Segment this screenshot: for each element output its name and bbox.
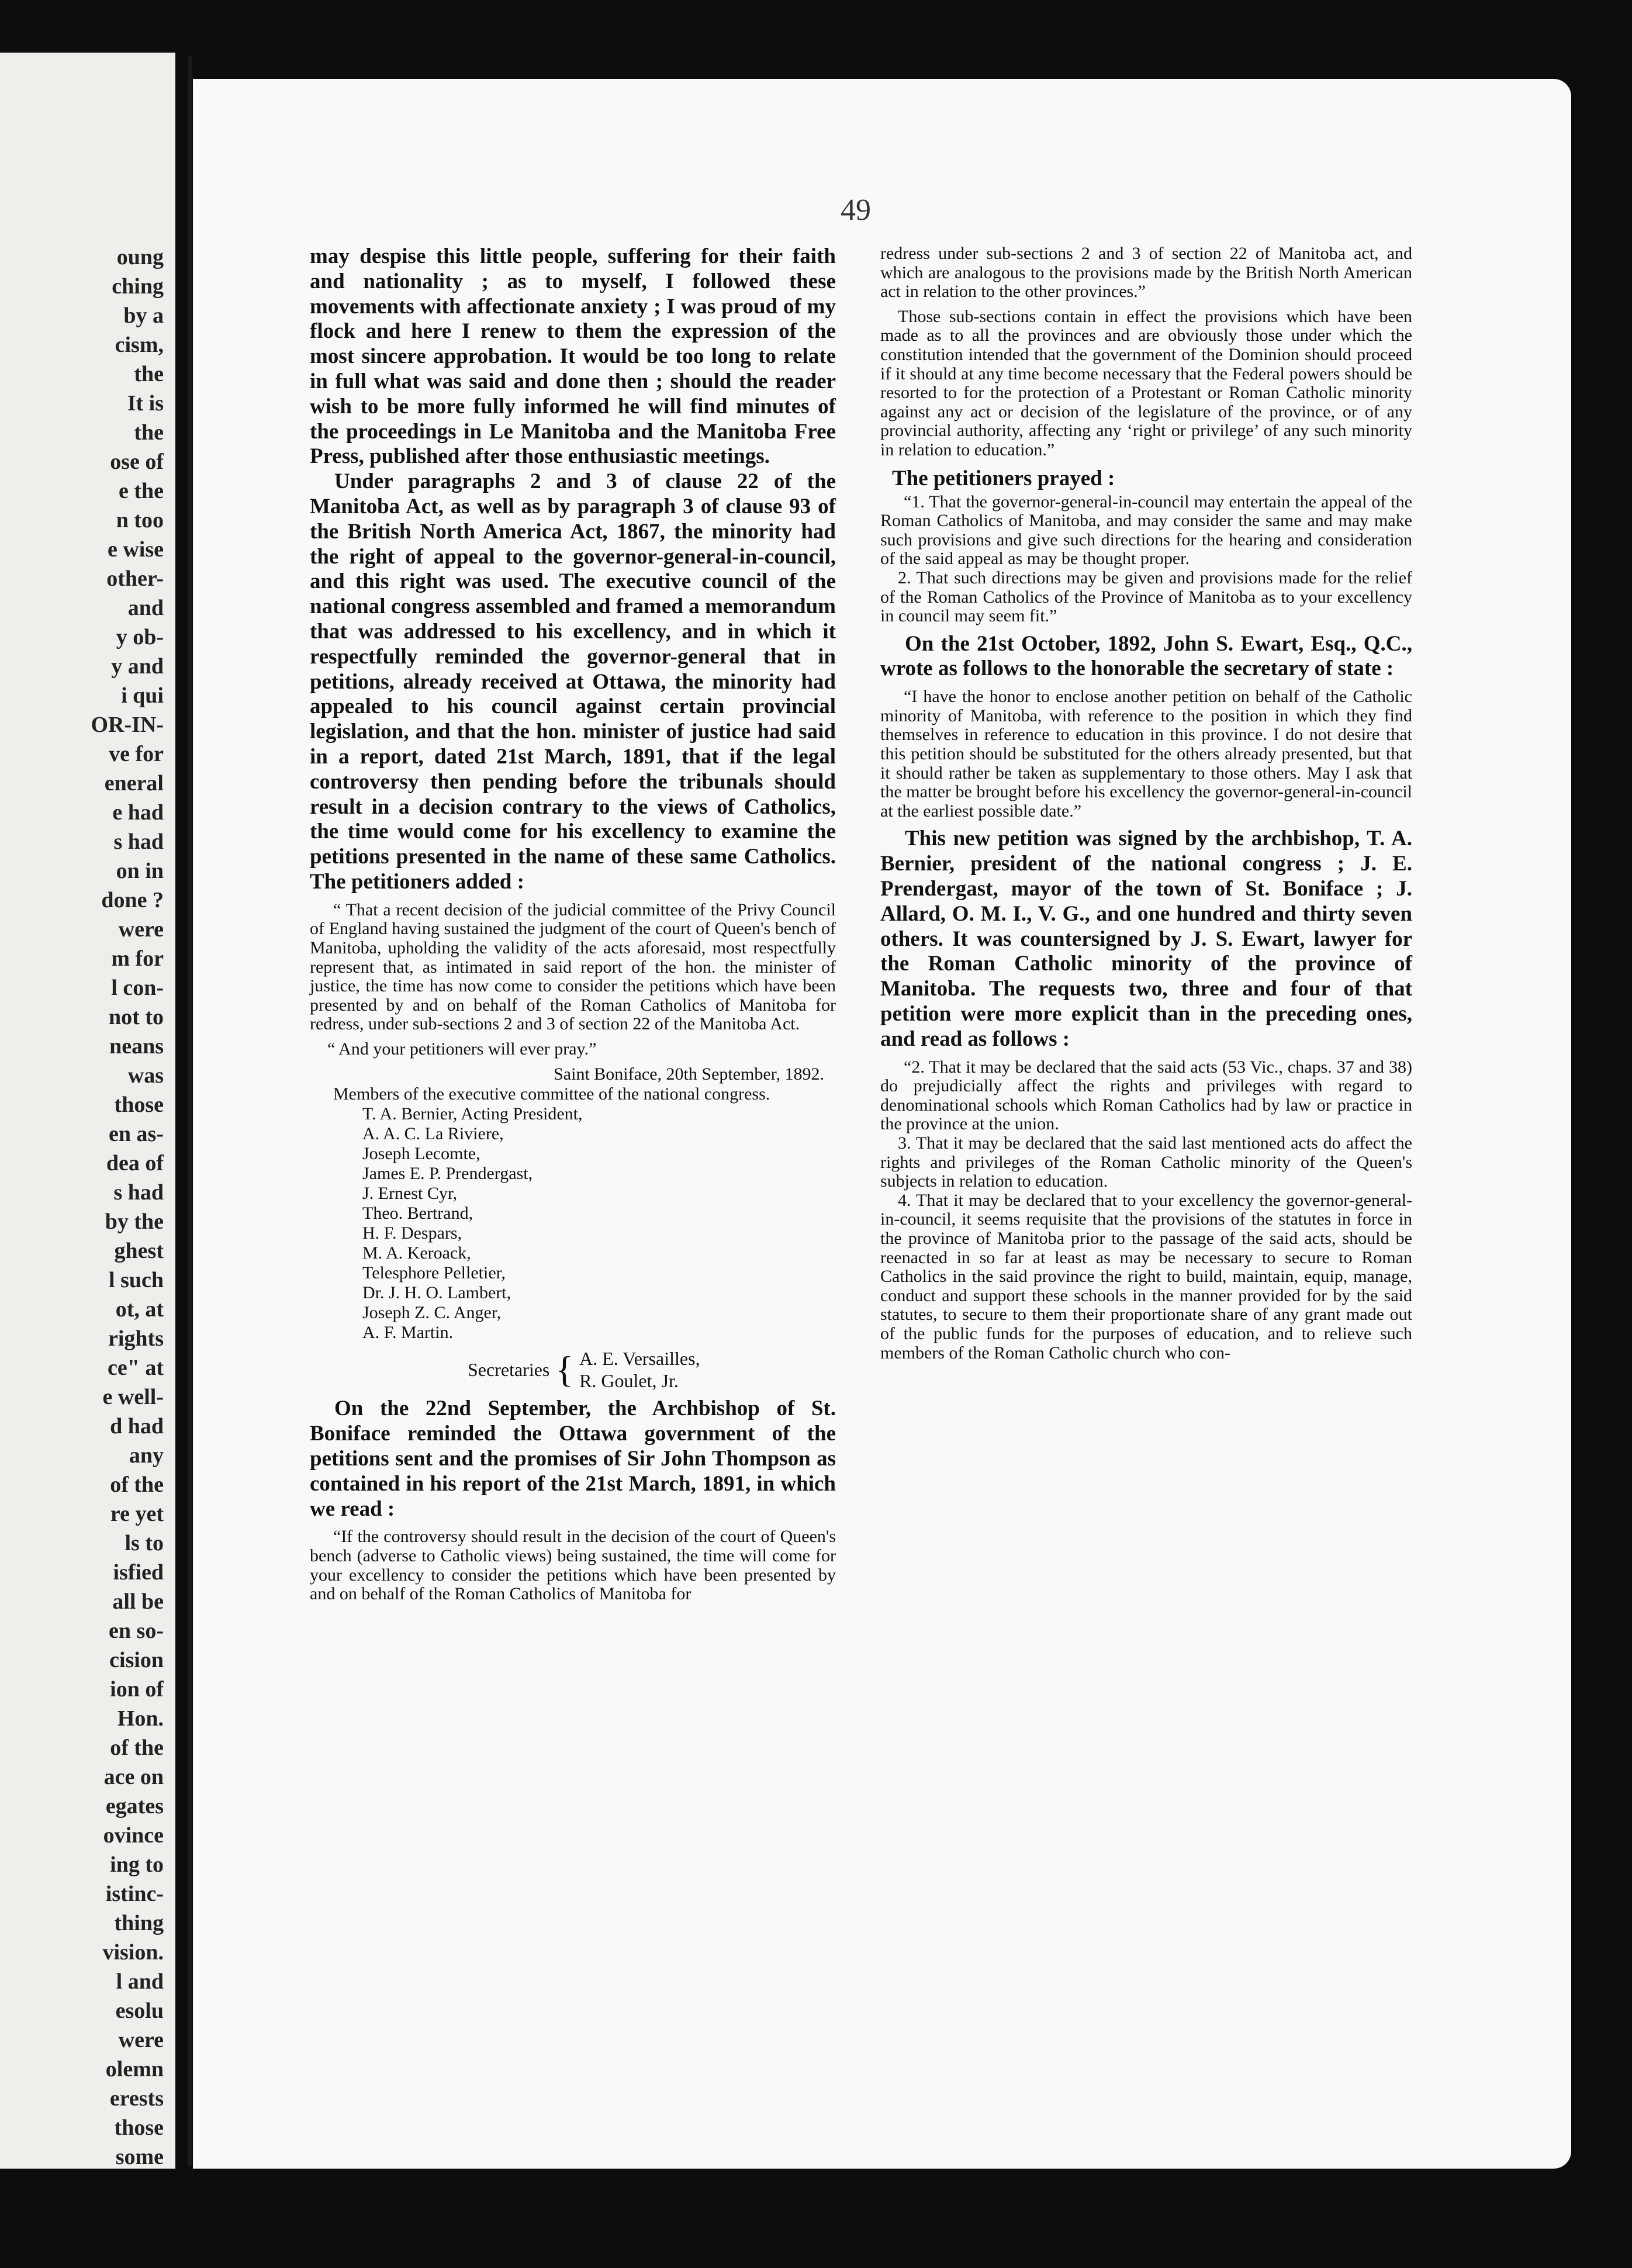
left-page-fragment-line: vision.: [102, 1940, 164, 1965]
signature-date: Saint Boniface, 20th September, 1892.: [554, 1064, 824, 1084]
quoted-report: Those sub-sections contain in effect the provisions which have been made as to all the provinces and are obviously those under which the constitution intended that the government of the Dominion should proceed if it should at any time become necessary that the Federal powers should be resorted to for the protection of a Protestant or Roman Catholic minority against any act or decision of the legislature of the province, or of any provincial authority, affecting any ‘right or privilege’ of any such minority in relation to education.”: [880, 306, 1412, 459]
member-name: James E. P. Prendergast,: [362, 1164, 533, 1184]
left-page-fragment-line: neans: [109, 1034, 164, 1059]
member-name: T. A. Bernier, Acting President,: [362, 1104, 583, 1124]
left-page-fragment-line: those: [114, 1092, 164, 1117]
left-page-fragment-line: istinc-: [105, 1882, 164, 1906]
paragraph: On the 21st October, 1892, John S. Ewart, Esq., Q.C., wrote as follows to the honorable the secretary of state :: [880, 631, 1412, 681]
left-page-fragment-line: by a: [123, 303, 164, 328]
member-name: J. Ernest Cyr,: [362, 1184, 458, 1204]
left-page-fragment-line: re yet: [110, 1502, 164, 1526]
prayer-item: “1. That the governor-general-in-council may entertain the appeal of the Roman Catholics of Manitoba, and may consider the same and may make such provisions and give such directions for the hearing and consideration of the said appeal as may be thought proper.: [880, 492, 1412, 569]
paragraph: may despise this little people, suffering for their faith and nationality ; as to myself, I followed these movements with affectionate anxiety ; I was proud of my flock and here I renew to them the expression of the most sincere approbation. It would be too long to relate in full what was said and done then ; should the reader wish to be more fully informed he will find minutes of the proceedings in Le Manitoba and the Manitoba Free Press, published after those enthusiastic meetings.: [310, 244, 836, 469]
quoted-petition: “ That a recent decision of the judicial committee of the Privy Council of England having sustained the judgment of the court of Queen's bench of Manitoba, upholding the validity of the acts aforesaid, most respectfully represent that, as intimated in said report of the hon. the minister of justice, the time has now come to consider the petitions which have been presented by and on behalf of the Roman Catholics of Manitoba for redress, under sub-sections 2 and 3 of section 22 of the Manitoba Act.: [310, 900, 836, 1034]
left-page-fragment-line: s had: [113, 829, 164, 854]
member-name: A. F. Martin.: [362, 1323, 454, 1343]
left-page-fragment-line: any: [129, 1443, 164, 1468]
left-page-fragment-line: all be: [112, 1589, 164, 1614]
secretary-name: A. E. Versailles,: [579, 1348, 700, 1370]
left-page-fragment-line: the: [134, 362, 164, 386]
left-page-fragment-line: dea of: [106, 1151, 164, 1176]
left-page-fragment-line: ls to: [125, 1531, 164, 1555]
left-page-fragment-line: cision: [109, 1648, 164, 1672]
left-page-fragment-line: y ob-: [116, 625, 164, 649]
quoted-letter: “I have the honor to enclose another petition on behalf of the Catholic minority of Manitoba, with reference to the position in which they find themselves in reference to education in this province. I do not desire that this petition should be substituted for the others already presented, but that it should rather be taken as supplementary to those others. May I ask that the matter be brought before his excellency the governor-general-in-council at the earliest possible date.”: [880, 687, 1412, 821]
left-page-fragment-line: en as-: [109, 1122, 164, 1146]
left-page-fragment-line: ce" at: [108, 1356, 164, 1380]
left-page-fragment-line: ion of: [110, 1677, 164, 1702]
brace-glyph: {: [555, 1349, 574, 1391]
member-name: M. A. Keroack,: [362, 1243, 471, 1263]
request-item: “2. That it may be declared that the said acts (53 Vic., chaps. 37 and 38) do prejudicially affect the rights and privileges with regard to denominational schools which Roman Catholics had by law or practice in the province at the union.: [880, 1057, 1412, 1134]
member-name: Dr. J. H. O. Lambert,: [362, 1283, 511, 1303]
left-page-fragment-line: i qui: [121, 683, 164, 708]
left-page-fragment-line: isfied: [113, 1560, 164, 1585]
left-page-fragment-line: s had: [113, 1180, 164, 1205]
prayer-item: 2. That such directions may be given and provisions made for the relief of the Roman Catholics of the Province of Manitoba as to your excellency in council may seem fit.”: [880, 568, 1412, 626]
left-page-fragment-line: esolu: [115, 1999, 164, 2023]
left-page-fragment-line: ace on: [103, 1765, 164, 1789]
left-page-fragment-line: ovince: [103, 1823, 164, 1848]
paragraph: This new petition was signed by the archbishop, T. A. Bernier, president of the national congress ; J. E. Prendergast, mayor of the town of St. Boniface ; J. Allard, O. M. I., V. G., and one hundred and thirty seven others. It was countersigned by J. S. Ewart, lawyer for the Roman Catholic minority of the province of Manitoba. The requests two, three and four of that petition were more explicit than in the preceding ones, and read as follows :: [880, 827, 1412, 1051]
left-page-fragment-line: m for: [111, 946, 164, 971]
member-name: Theo. Bertrand,: [362, 1204, 473, 1223]
left-page-fragment-line: ghest: [114, 1239, 164, 1263]
request-item: 4. That it may be declared that to your excellency the governor-general-in-council, it seems requisite that the provisions of the statutes in force in the province of Manitoba prior to the passage of the said acts, should be reenacted in so far at least as may be necessary to secure to Roman Catholics in the said province the right to build, maintain, equip, manage, conduct and support these schools in the manner provided for by the said statutes, to secure to them their proportionate share of any grant made out of the public funds for the purposes of education, and to relieve such members of the Roman Catholic church who con-: [880, 1190, 1412, 1363]
left-page-fragment-line: olemn: [105, 2057, 164, 2082]
left-page-fragment-line: ve for: [109, 742, 164, 766]
left-page-fragment-line: ot, at: [115, 1297, 164, 1322]
left-page-fragment-line: ing to: [110, 1852, 164, 1877]
secretary-name: R. Goulet, Jr.: [579, 1370, 679, 1392]
left-page-fragment-line: oung: [116, 245, 164, 269]
left-page-fragment-line: y and: [111, 654, 164, 679]
left-page-text-fragments: [18, 243, 164, 2172]
members-list: [310, 1104, 836, 1343]
quoted-report: “If the controversy should result in the decision of the court of Queen's bench (adverse to Catholic views) being sustained, the time will come for your excellency to consider the petitions which have been presented by and on behalf of the Roman Catholics of Manitoba for: [310, 1527, 836, 1604]
quoted-report-continued: redress under sub-sections 2 and 3 of section 22 of Manitoba act, and which are analogous to the provisions made by the British North American act in relation to the other provinces.”: [880, 244, 1412, 302]
left-page-fragment-line: ose of: [110, 450, 164, 474]
request-item: 3. That it may be declared that the said last mentioned acts do affect the rights and privileges of the Roman Catholic minority of the Queen's subjects in relation to education.: [880, 1133, 1412, 1191]
left-page-fragment-line: n too: [116, 508, 164, 533]
left-page-fragment-line: e the: [118, 479, 164, 503]
left-page-fragment-line: cism,: [115, 333, 164, 357]
left-page-fragment-line: were: [118, 917, 164, 942]
left-page-fragment-line: Hon.: [117, 1706, 164, 1731]
left-page-fragment-line: l such: [109, 1268, 164, 1292]
paragraph: Under paragraphs 2 and 3 of clause 22 of the Manitoba Act, as well as by paragraph 3 of clause 93 of the British North America Act, 1867, the minority had the right of appeal to the governor-general-in-council, and this right was used. The executive council of the national congress assembled and framed a memorandum that was addressed to his excellency, and in which it respectfully reminded the governor-general that in petitions, already received at Ottawa, the minority had appealed to his council against certain provincial legislation, and that the hon. minister of justice had said in a report, dated 21st March, 1891, that if the legal controversy then pending before the tribunals should result in a decision contrary to the views of Catholics, the time would come for his excellency to examine the petitions presented in the name of these same Catholics. The petitioners added :: [310, 469, 836, 894]
secretaries-label: Secretaries: [468, 1359, 550, 1381]
section-heading: The petitioners prayed :: [892, 466, 1115, 490]
left-page-fragment-line: of the: [110, 1735, 164, 1760]
left-page-fragment-line: eneral: [104, 771, 164, 796]
left-page-fragment-line: of the: [110, 1472, 164, 1497]
left-page-fragment-line: those: [114, 2115, 164, 2140]
left-page-fragment-line: was: [127, 1063, 164, 1088]
left-page-fragment-line: some: [115, 2145, 164, 2169]
left-page-fragment-line: l con-: [111, 976, 164, 1000]
left-page-fragment-line: d had: [110, 1414, 164, 1439]
member-name: Telesphore Pelletier,: [362, 1263, 506, 1283]
left-page-fragment-line: en so-: [109, 1619, 164, 1643]
left-page-fragment-line: e well-: [102, 1385, 164, 1409]
left-page-fragment-line: ching: [112, 274, 164, 299]
quoted-petition-closing: “ And your petitioners will ever pray.”: [327, 1039, 597, 1059]
left-page-fragment-line: OR-IN-: [91, 713, 164, 737]
left-page-fragment-line: not to: [109, 1005, 164, 1029]
secretaries-block: [310, 1347, 836, 1392]
left-page-fragment-line: e had: [112, 800, 164, 825]
left-page-fragment: [0, 53, 175, 2169]
left-page-fragment-line: rights: [108, 1326, 164, 1351]
left-page-fragment-line: done ?: [101, 888, 164, 912]
paragraph: On the 22nd September, the Archbishop of St. Boniface reminded the Ottawa government of the petitions sent and the promises of Sir John Thompson as contained in his report of the 21st March, 1891, in which we read :: [310, 1396, 836, 1521]
member-name: A. A. C. La Riviere,: [362, 1124, 504, 1144]
left-page-fragment-line: were: [118, 2028, 164, 2052]
left-page-fragment-line: other-: [106, 566, 164, 591]
page-number: 49: [841, 193, 871, 227]
secretaries-names: [579, 1347, 700, 1392]
left-page-fragment-line: It is: [127, 391, 164, 416]
members-heading: Members of the executive committee of the national congress.: [333, 1084, 770, 1104]
member-name: Joseph Z. C. Anger,: [362, 1303, 502, 1323]
left-page-fragment-line: thing: [114, 1911, 164, 1935]
member-name: H. F. Despars,: [362, 1223, 462, 1243]
left-page-fragment-line: l and: [116, 1969, 164, 1994]
left-page-fragment-line: and: [127, 596, 164, 620]
left-page-fragment-line: by the: [105, 1209, 164, 1234]
left-page-fragment-line: erests: [109, 2086, 164, 2111]
member-name: Joseph Lecomte,: [362, 1144, 480, 1164]
page-gutter: [188, 56, 192, 2166]
left-page-fragment-line: the: [134, 420, 164, 445]
text-column-right: [880, 244, 1412, 1363]
left-page-fragment-line: e wise: [107, 537, 164, 562]
left-page-fragment-line: egates: [105, 1794, 164, 1818]
left-page-fragment-line: on in: [116, 859, 164, 883]
text-column-left: [310, 244, 836, 1610]
